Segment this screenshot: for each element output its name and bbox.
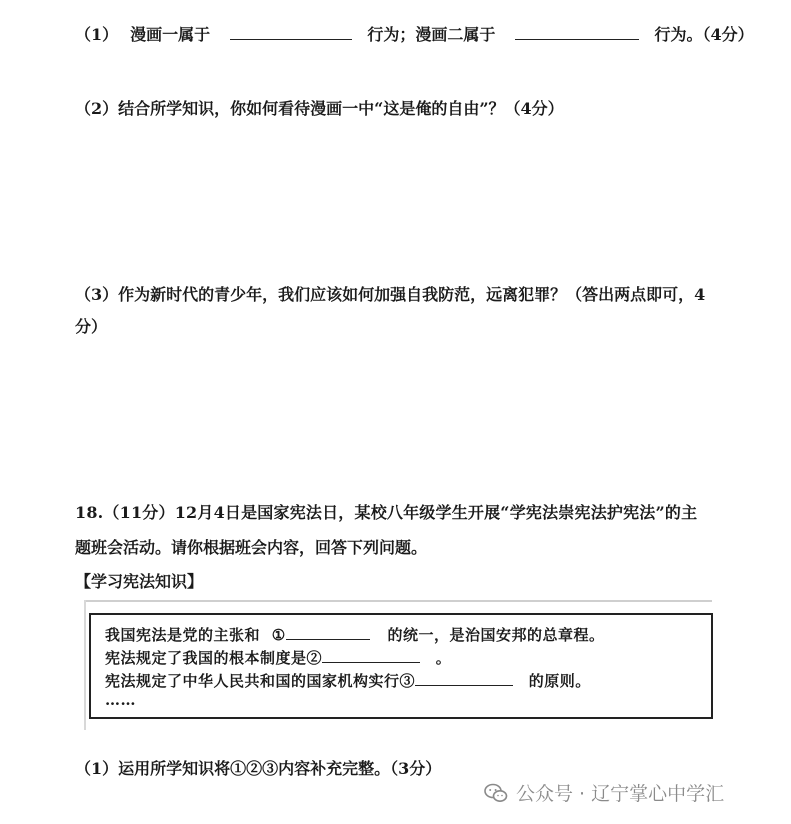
q17-p1-text-a: 漫画一属于 [130,25,211,44]
q18-stem-line2: 题班会活动。请你根据班会内容，回答下列问题。 [75,538,428,557]
box-scan-edge-left [84,600,86,730]
q18-stem-line1: 18.（11分）12月4日是国家宪法日，某校八年级学生开展“学宪法崇宪法护宪法”的主 [75,503,698,522]
box-blank-1[interactable] [286,625,370,640]
box-line1-text-b: 的统一，是治国安邦的总章程。 [387,626,605,644]
box-line-3 [105,670,591,691]
wechat-icon [484,783,508,803]
q17-part3-line1: （3）作为新时代的青少年，我们应该如何加强自我防范，远离犯罪？（答出两点即可，4 [75,285,706,304]
knowledge-box [89,613,713,719]
answer-blank-2[interactable] [515,25,639,40]
box-line2-text-b: 。 [435,649,452,667]
q18-sub1: （1）运用所学知识将①②③内容补充完整。（3分） [75,759,442,778]
watermark-text: 公众号 · 辽宁掌心中学汇 [516,783,725,805]
q17-part3-line2: 分） [75,317,108,336]
box-line-2 [105,647,451,668]
box-line3-text-a: 宪法规定了中华人民共和国的国家机构实行 [105,672,400,690]
box-line-4: …… [105,691,136,709]
q17-part1 [75,22,754,45]
q17-p1-text-c: 行为。（4分） [654,25,754,44]
answer-blank-1[interactable] [230,25,352,40]
blank-marker-3: ③ [399,672,416,690]
box-blank-2[interactable] [322,648,420,663]
q17-part2: （2）结合所学知识，你如何看待漫画一中“这是俺的自由”？（4分） [75,99,564,118]
box-blank-3[interactable] [415,671,513,686]
blank-marker-2: ② [306,649,323,667]
box-line1-text-a: 我国宪法是党的主张和 [105,626,261,644]
box-line3-text-b: 的原则。 [528,672,591,690]
q17-p1-label: （1） [75,25,119,44]
box-line2-text-a: 宪法规定了我国的根本制度是 [105,649,307,667]
watermark [484,779,724,806]
section-title: 【学习宪法知识】 [75,572,204,591]
blank-marker-1: ① [271,626,286,644]
q17-p1-text-b: 行为；漫画二属于 [367,25,496,44]
box-line-1 [105,624,604,645]
box-scan-edge-top [84,600,712,602]
